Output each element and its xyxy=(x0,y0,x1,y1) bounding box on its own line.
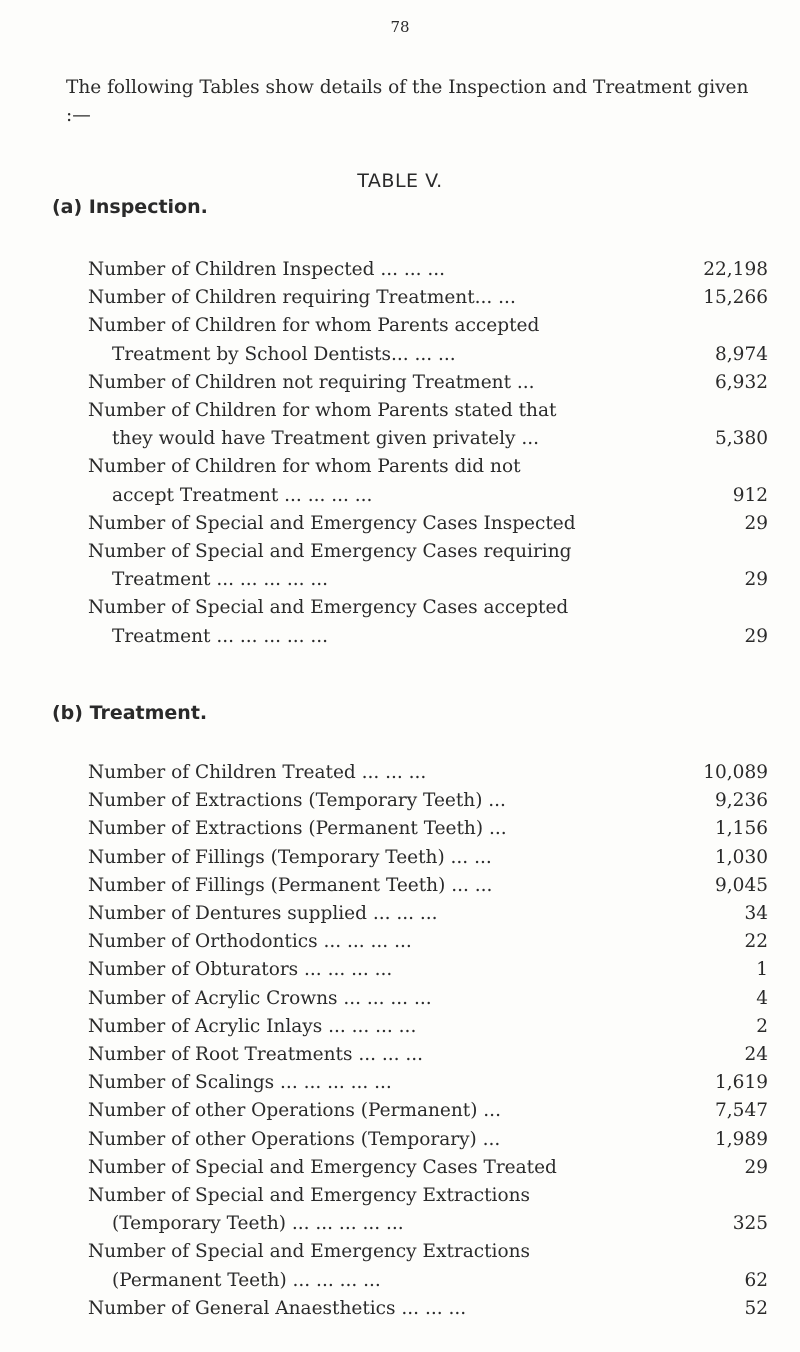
row-value: 325 xyxy=(732,1213,768,1235)
row-value: 52 xyxy=(744,1297,768,1319)
table-row xyxy=(88,538,768,594)
page-number: 78 xyxy=(390,18,410,36)
row-label: Number of General Anaesthetics ... ... ... xyxy=(88,1297,467,1319)
row-label: Number of Orthodontics ... ... ... ... xyxy=(88,931,412,953)
row-label: Number of Children for whom Parents did not xyxy=(88,456,521,478)
row-value: 29 xyxy=(744,1156,768,1178)
row-label: Number of Root Treatments ... ... ... xyxy=(88,1044,424,1066)
row-label: (Permanent Teeth) ... ... ... ... xyxy=(112,1269,381,1291)
table-row xyxy=(88,1295,768,1323)
section-b-heading: (b) Treatment. xyxy=(52,702,208,724)
row-label: Number of Children Treated ... ... ... xyxy=(88,762,427,783)
row-value: 22,198 xyxy=(703,259,768,280)
table-row xyxy=(88,956,768,984)
table-row xyxy=(88,928,768,956)
row-value: 4 xyxy=(756,987,768,1009)
table-row xyxy=(88,1238,768,1294)
row-value: 22 xyxy=(744,931,768,953)
row-value: 6,932 xyxy=(715,371,768,393)
row-label: Number of Children not requiring Treatment ... xyxy=(88,371,535,393)
table-row xyxy=(88,1013,768,1041)
table-row xyxy=(88,787,768,815)
table-row xyxy=(88,397,768,453)
row-value: 15,266 xyxy=(703,287,768,309)
row-value: 34 xyxy=(744,903,768,925)
table-row xyxy=(88,1041,768,1069)
table-row xyxy=(88,369,768,397)
row-label: Number of Special and Emergency Cases accepted xyxy=(88,597,569,619)
row-label: Number of Special and Emergency Extractions xyxy=(88,1185,531,1207)
table-row xyxy=(88,1126,768,1154)
row-value: 1 xyxy=(756,959,768,981)
row-label: Number of Fillings (Temporary Teeth) ... ... xyxy=(88,846,492,868)
table-row xyxy=(88,759,768,787)
row-value: 1,156 xyxy=(715,818,768,840)
row-label: Number of Extractions (Temporary Teeth) ... xyxy=(88,790,506,812)
row-label: Number of Children for whom Parents accepted xyxy=(88,315,540,337)
table-row xyxy=(88,985,768,1013)
row-label: Treatment ... ... ... ... ... xyxy=(112,625,329,647)
row-value: 912 xyxy=(732,484,768,506)
table-row xyxy=(88,1069,768,1097)
table-row xyxy=(88,815,768,843)
row-value: 5,380 xyxy=(715,428,768,450)
table-row xyxy=(88,594,768,650)
row-label: Number of Acrylic Crowns ... ... ... ... xyxy=(88,987,432,1009)
row-value: 29 xyxy=(744,512,768,534)
row-value: 1,030 xyxy=(715,846,768,868)
intro-paragraph: The following Tables show details of the Inspection and Treatment given :— xyxy=(66,77,749,126)
section-a-heading: (a) Inspection. xyxy=(52,196,208,218)
table-row xyxy=(88,256,768,284)
table-title: TABLE V. xyxy=(357,170,443,192)
row-label: they would have Treatment given privately ... xyxy=(112,428,540,450)
row-label: Number of Children Inspected ... ... ... xyxy=(88,259,446,280)
row-label: Number of Special and Emergency Cases Inspected xyxy=(88,512,576,534)
row-label: accept Treatment ... ... ... ... xyxy=(112,484,373,506)
row-label: Number of other Operations (Permanent) ... xyxy=(88,1100,501,1122)
row-value: 9,236 xyxy=(715,790,768,812)
table-row xyxy=(88,284,768,312)
row-value: 29 xyxy=(744,625,768,647)
treatment-list xyxy=(88,759,768,1323)
table-row xyxy=(88,844,768,872)
row-value: 2 xyxy=(756,1015,768,1037)
table-row xyxy=(88,872,768,900)
row-label: Number of other Operations (Temporary) ... xyxy=(88,1128,501,1150)
row-label: Number of Dentures supplied ... ... ... xyxy=(88,903,438,925)
row-label: (Temporary Teeth) ... ... ... ... ... xyxy=(112,1213,404,1235)
row-label: Number of Special and Emergency Cases Treated xyxy=(88,1156,557,1178)
row-value: 1,619 xyxy=(715,1072,768,1094)
row-value: 1,989 xyxy=(715,1128,768,1150)
inspection-list xyxy=(88,256,768,651)
row-label: Number of Special and Emergency Cases requiring xyxy=(88,541,572,563)
row-label: Number of Special and Emergency Extractions xyxy=(88,1241,531,1263)
row-value: 7,547 xyxy=(715,1100,768,1122)
row-label: Treatment ... ... ... ... ... xyxy=(112,569,329,591)
table-row xyxy=(88,1154,768,1182)
table-row xyxy=(88,900,768,928)
row-value: 29 xyxy=(744,569,768,591)
row-label: Number of Obturators ... ... ... ... xyxy=(88,959,393,981)
row-value: 9,045 xyxy=(715,874,768,896)
table-row xyxy=(88,312,768,368)
row-label: Number of Fillings (Permanent Teeth) ... ... xyxy=(88,874,493,896)
row-label: Number of Children requiring Treatment... ... xyxy=(88,287,516,309)
row-value: 10,089 xyxy=(703,762,768,783)
row-label: Number of Children for whom Parents stated that xyxy=(88,400,557,422)
table-row xyxy=(88,510,768,538)
row-value: 24 xyxy=(744,1044,768,1066)
row-label: Number of Acrylic Inlays ... ... ... ... xyxy=(88,1015,417,1037)
table-row xyxy=(88,1097,768,1125)
table-row xyxy=(88,1182,768,1238)
row-label: Treatment by School Dentists... ... ... xyxy=(112,343,456,365)
row-value: 8,974 xyxy=(715,343,768,365)
row-label: Number of Scalings ... ... ... ... ... xyxy=(88,1072,392,1094)
table-row xyxy=(88,453,768,509)
row-label: Number of Extractions (Permanent Teeth) ... xyxy=(88,818,507,840)
row-value: 62 xyxy=(744,1269,768,1291)
